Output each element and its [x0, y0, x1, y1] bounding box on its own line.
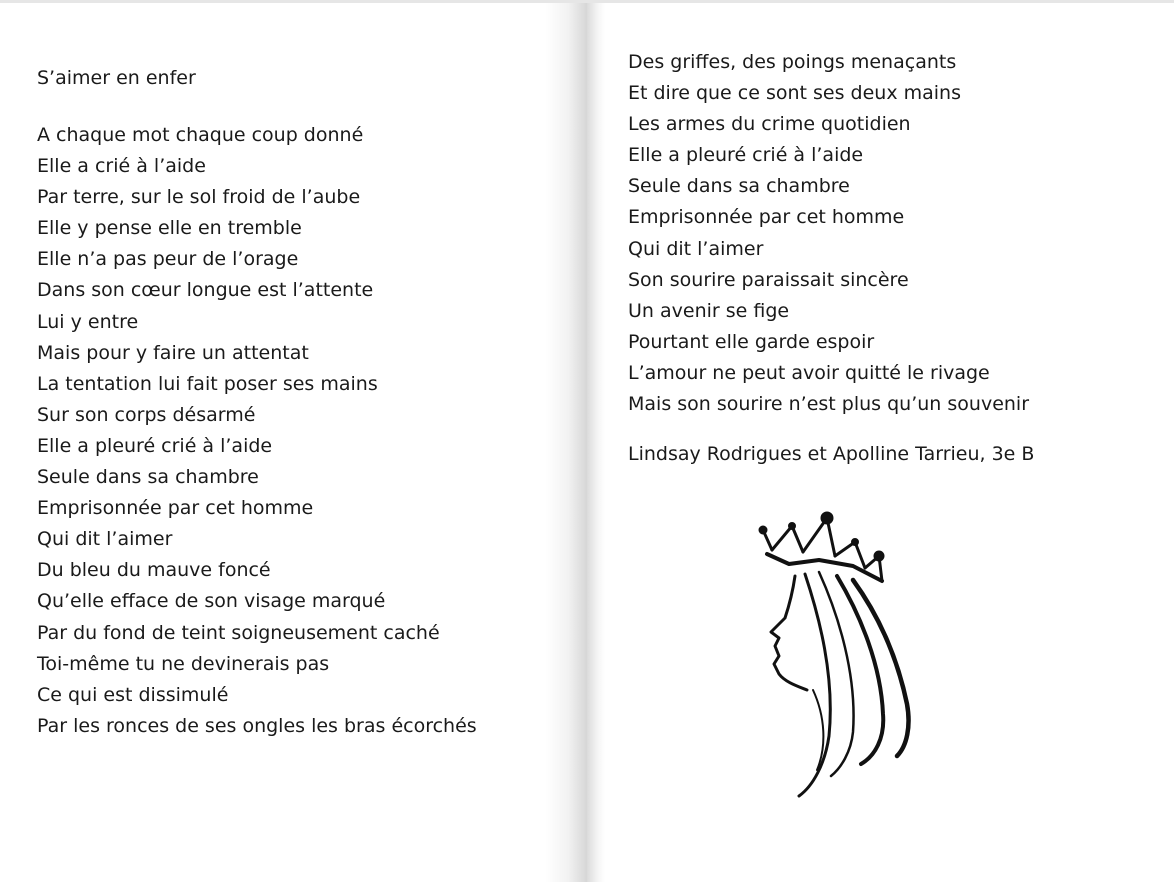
- poem-line: Toi-même tu ne devinerais pas: [37, 652, 330, 675]
- crown-icon: [759, 512, 884, 581]
- poem-line: Elle n’a pas peur de l’orage: [37, 248, 299, 271]
- poem-line: Emprisonnée par cet homme: [37, 497, 314, 520]
- right-page: [587, 3, 1174, 882]
- poem-authors: Lindsay Rodrigues et Apolline Tarrieu, 3e B: [628, 443, 1035, 465]
- left-page: [0, 3, 587, 882]
- poem-line: Mais son sourire n’est plus qu’un souvenir: [628, 393, 1030, 416]
- poem-line: Par du fond de teint soigneusement caché: [37, 621, 440, 644]
- poem-line: Qui dit l’aimer: [628, 237, 764, 260]
- poem-line: Ce qui est dissimulé: [37, 683, 229, 706]
- poem-line: Pourtant elle garde espoir: [628, 330, 875, 353]
- poem-line: Son sourire paraissait sincère: [628, 268, 909, 291]
- poem-line: Emprisonnée par cet homme: [628, 206, 905, 229]
- poem-line: Elle a pleuré crié à l’aide: [37, 434, 273, 457]
- poem-line: Sur son corps désarmé: [37, 403, 256, 426]
- poem-line: Seule dans sa chambre: [628, 175, 850, 198]
- poem-line: Mais pour y faire un attentat: [37, 341, 309, 364]
- poem-line: Par terre, sur le sol froid de l’aube: [37, 186, 361, 209]
- poem-line: Elle y pense elle en tremble: [37, 217, 302, 240]
- poem-line: L’amour ne peut avoir quitté le rivage: [628, 361, 990, 384]
- poem-line: Dans son cœur longue est l’attente: [37, 279, 374, 302]
- queen-crown-silhouette-icon: [757, 506, 917, 806]
- poem-line: Un avenir se fige: [628, 299, 790, 322]
- poem-line: Elle a crié à l’aide: [37, 155, 206, 178]
- poem-line: Du bleu du mauve foncé: [37, 559, 271, 582]
- poem-line: Seule dans sa chambre: [37, 466, 259, 489]
- poem-line: Des griffes, des poings menaçants: [628, 51, 957, 73]
- poem-line: La tentation lui fait poser ses mains: [37, 372, 378, 395]
- poem-line: Et dire que ce sont ses deux mains: [628, 82, 961, 105]
- poem-left-column: [37, 120, 477, 742]
- poem-title: S’aimer en enfer: [37, 67, 196, 89]
- hair-icon: [799, 572, 909, 796]
- poem-line: Elle a pleuré crié à l’aide: [628, 144, 864, 167]
- poem-line: Les armes du crime quotidien: [628, 113, 911, 136]
- poem-line: Qui dit l’aimer: [37, 528, 173, 551]
- poem-line: Lui y entre: [37, 310, 139, 333]
- poem-line: A chaque mot chaque coup donné: [37, 124, 364, 146]
- poem-right-column: [628, 47, 1029, 420]
- poem-line: Par les ronces de ses ongles les bras écorchés: [37, 714, 477, 737]
- poem-line: Qu’elle efface de son visage marqué: [37, 590, 386, 613]
- face-profile-icon: [771, 576, 807, 690]
